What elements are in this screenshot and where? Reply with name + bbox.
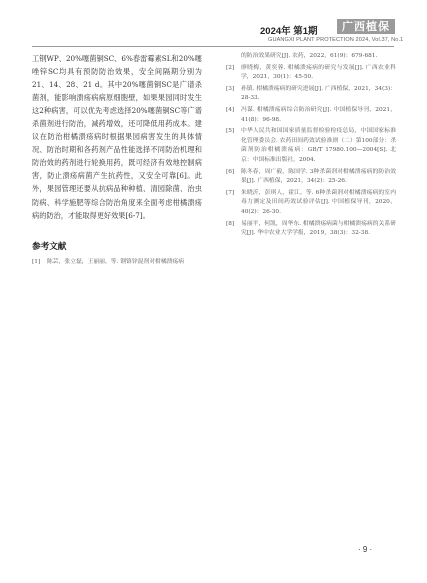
reference-item bbox=[32, 258, 202, 268]
reference-text: 中华人民共和国国家质量监督检验检疫总局，中国国家标准化管理委员会. 农药田间药效试验准则（二）第100部分：杀菌剂防治柑橘溃疡病：GB/T 17980.100—2004[S]. 北京：中国标准出版社，2004. bbox=[241, 128, 396, 163]
reference-item bbox=[226, 52, 396, 62]
reference-text: 廖晓梅，黄奕蓉. 柑橘溃疡病的研究与发展[J]. 广西农业科学，2021，30(1)：45-50. bbox=[241, 64, 396, 81]
reference-text: 易丽平，何凯，周华东. 柑橘溃疡病菌与柑橘溃疡病的关系研究[J]. 华中农业大学学报，2019，38(3)：32-38. bbox=[241, 220, 396, 237]
reference-number: [1] bbox=[32, 258, 41, 265]
reference-item bbox=[226, 220, 396, 239]
issue-label: 2024年 第1期 bbox=[260, 26, 318, 37]
reference-number: [2] bbox=[226, 64, 235, 71]
reference-item bbox=[226, 85, 396, 104]
reference-number: [4] bbox=[226, 106, 235, 113]
body-paragraph: 工钢WP、20%噻菌铜SC、6%春雷霉素SL和20%噻唑锌SC均具有预防防治效果，安全间隔期分别为21、14、28、21 d。其中20%噻菌铜SC是广谱杀菌剂，能影响溃疡病病原细胞壁，如果果园同时发生这2种病害，可以优先考虑选择20%噻菌铜SC等广谱杀菌剂进行防治，减药增效，还可降低用药成本。建议在防治柑橘溃疡病时根据果园病害发生的具体情况、防治时期和各药剂产品性能选择不同防治机理和防治效的药剂进行轮换用药，既可经济有效地控制病害，防止溃疡病菌产生抗药性，又安全可靠[6]。此外，果园管理还要从抗病品种种植、清园除菌、治虫防病、科学施肥等综合防治角度来全面考虑柑橘溃疡病的防治，才能取得更好效果[6-7]。 bbox=[32, 54, 202, 220]
reference-item bbox=[226, 64, 396, 83]
right-column bbox=[226, 52, 396, 241]
references-list-left bbox=[32, 258, 202, 268]
reference-number: [5] bbox=[226, 128, 235, 135]
reference-item bbox=[226, 127, 396, 165]
journal-logo: 广西植保 bbox=[337, 19, 395, 34]
reference-text: 陈芸，张立磊，王丽丽，等. 钢铬锌混剂对柑橘溃疡病 bbox=[47, 258, 185, 265]
reference-number: [6] bbox=[226, 168, 235, 175]
reference-text: 的防治效果研究[J]. 农药，2022，61(9)：679-681. bbox=[241, 53, 378, 59]
reference-item bbox=[226, 168, 396, 187]
reference-text: 冯谋. 柑橘溃疡病综合防治研究[J]. 中国植保导刊，2021，41(8)：96-98. bbox=[241, 106, 396, 123]
page-header bbox=[0, 0, 427, 58]
reference-number: [7] bbox=[226, 189, 235, 196]
reference-number: [8] bbox=[226, 220, 235, 227]
page-number: · 9 · bbox=[358, 545, 373, 554]
reference-item bbox=[226, 106, 396, 125]
reference-text: 孙镇. 柑橘溃疡病的研究进展[J]. 广西植保，2021，34(3)：28-33. bbox=[241, 85, 396, 102]
references-list-right bbox=[226, 52, 396, 239]
left-column bbox=[32, 52, 202, 269]
reference-item bbox=[226, 189, 396, 218]
reference-number: [3] bbox=[226, 85, 235, 92]
journal-subtitle: GUANGXI PLANT PROTECTION 2024, Vol.37, No.1 bbox=[268, 37, 404, 43]
reference-number bbox=[226, 52, 241, 62]
header-rule bbox=[32, 46, 394, 47]
references-heading: 参考文献 bbox=[32, 241, 67, 252]
reference-text: 朱晓沂，彭琪人，霍江，等. 6种杀菌剂对柑橘溃疡病的室内毒力测定及田间药效试验评估[J]. 中国植保导刊，2020，40(2)：26-30. bbox=[241, 189, 396, 215]
reference-text: 陈冬春，周广毅，陈国学. 3种杀菌剂对柑橘溃疡病的防治效果[J]. 广西植保，2021，34(2)：25-26. bbox=[241, 168, 396, 185]
